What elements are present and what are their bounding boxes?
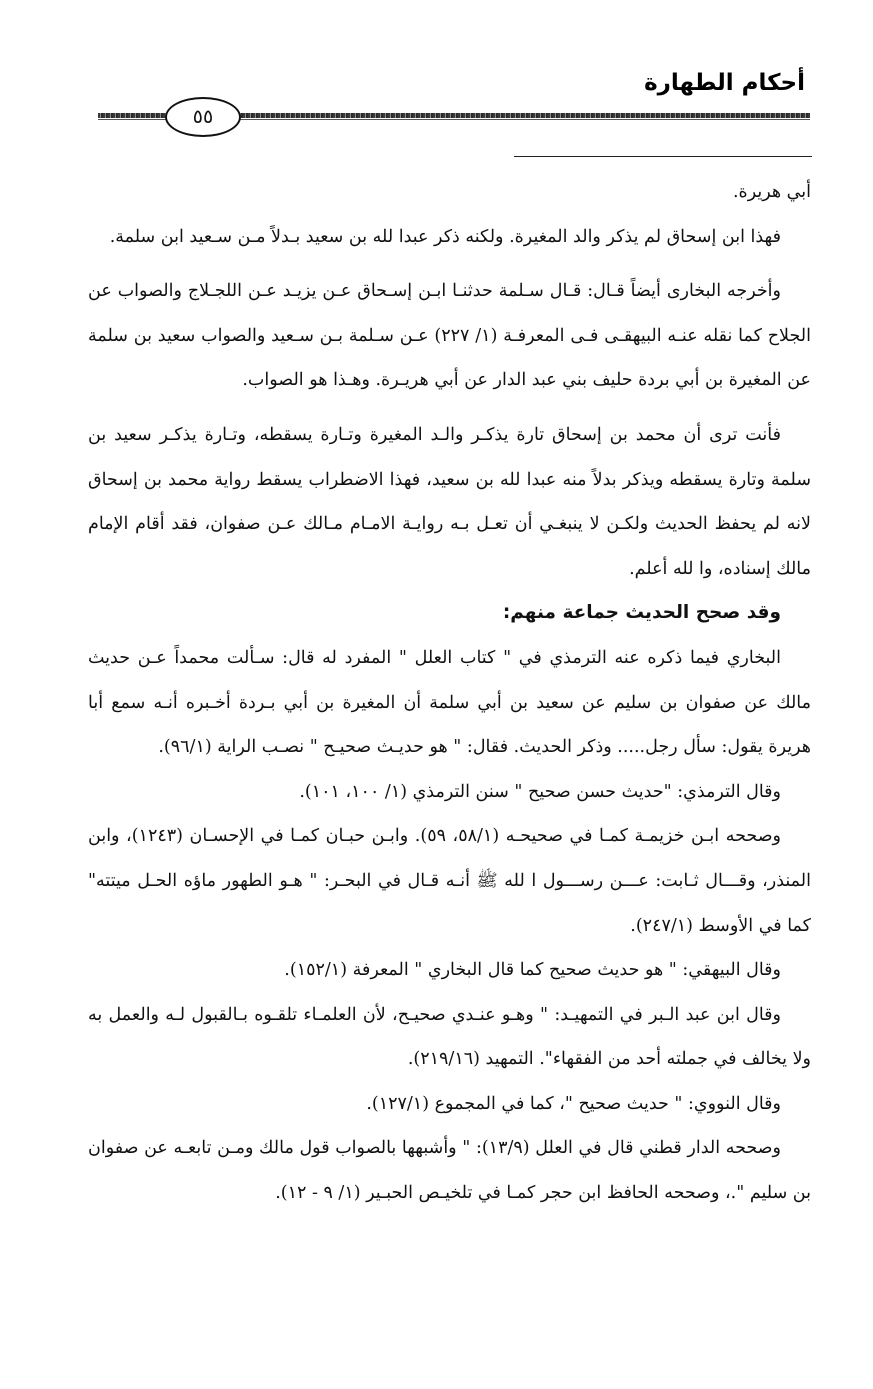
running-header-title: أحكام الطهارة <box>644 70 805 96</box>
footnote-separator <box>514 156 812 157</box>
paragraph: وصححه ابـن خزيمـة كمـا في صحيحـه (٥٨/١، ٥٩). وابـن حبـان كمـا في الإحسـان (١٢٤٣)، وابن المنذر، وقـــال ثـابت: عـــن رســـول ا لله ﷺ أنـه قـال في البحـر: " هـو الطهور ماؤه الحـل ميتته" كما في الأوسط (٢٤٧/١). <box>88 826 811 936</box>
paragraph: فأنت ترى أن محمد بن إسحاق تارة يذكـر والـد المغيرة وتـارة يسقطه، وتـارة يذكـر سعيد بن سلمة وتارة يسقطه ويذكر بدلاً منه عبدا لله بن سعيد، فهذا الاضطراب يسقط رواية محمد بن إسحاق لانه لم يحفظ الحديث ولكـن لا ينبغـي أن تعـل بـه روايـة الامـام مـالك عـن صفوان، فقد أقام الإمام مالك إسناده، وا لله أعلم. <box>88 424 811 579</box>
paragraph: البخاري فيما ذكره عنه الترمذي في " كتاب العلل " المفرد له قال: سـألت محمداً عـن حديث مالك عن صفوان بن سليم عن سعيد بن أبي سلمة أن المغيرة بن أبي بـردة أخـبره أنـه سمع أبا هريرة يقول: سأل رجل..... وذكر الحديث. فقال: " هو حديـث صحيـح " نصـب الراية (٩٦/١). <box>88 647 811 758</box>
section-heading: وقد صحح الحديث جماعة منهم: <box>502 602 781 624</box>
paragraph: وصححه الدار قطني قال في العلل (١٣/٩): " وأشبهها بالصواب قول مالك ومـن تابعـه عن صفوان بن سليم ".، وصححه الحافظ ابن حجر كمـا في تلخيـص الحبـير (١/ ٩ - ١٢). <box>88 1138 811 1204</box>
paragraph: وقال النووي: " حديث صحيح "، كما في المجموع (١٢٧/١). <box>366 1093 781 1114</box>
paragraph-continuation: أبي هريرة. <box>732 182 811 202</box>
body-text <box>88 170 811 1216</box>
page-number: ٥٥ <box>192 106 214 128</box>
paragraph-gap <box>88 403 811 413</box>
paragraph: وقال البيهقي: " هو حديث صحيح كما قال البخاري " المعرفة (١٥٢/١). <box>284 960 781 981</box>
page-number-oval <box>165 97 241 137</box>
paragraph-gap <box>88 259 811 269</box>
paragraph: وقال الترمذي: "حديث حسن صحيح " سنن الترمذي (١/ ١٠٠، ١٠١). <box>299 781 781 802</box>
paragraph: وقال ابن عبد الـبر في التمهيـد: " وهـو عنـدي صحيـح، لأن العلمـاء تلقـوه بـالقبول لـه والعمل به ولا يخالف في جملته أحد من الفقهاء". التمهيد (٢١٩/١٦). <box>88 1004 811 1070</box>
paragraph: وأخرجه البخارى أيضاً قـال: قـال سـلمة حدثنـا ابـن إسـحاق عـن يزيـد عـن اللجـلاج والصواب عن الجلاح كما نقله عنـه البيهقـى فـى المعرفـة (١/ ٢٢٧) عـن سـلمة بـن سـعيد والصواب سعيد بن سلمة عن المغيرة بن أبي بردة حليف بني عبد الدار عن أبي هريـرة. وهـذا هو الصواب. <box>88 281 811 391</box>
paragraph: فهذا ابن إسحاق لم يذكر والد المغيرة. ولكنه ذكر عبدا لله بن سعيد بـدلاً مـن سـعيد ابن سلمة. <box>109 226 781 247</box>
